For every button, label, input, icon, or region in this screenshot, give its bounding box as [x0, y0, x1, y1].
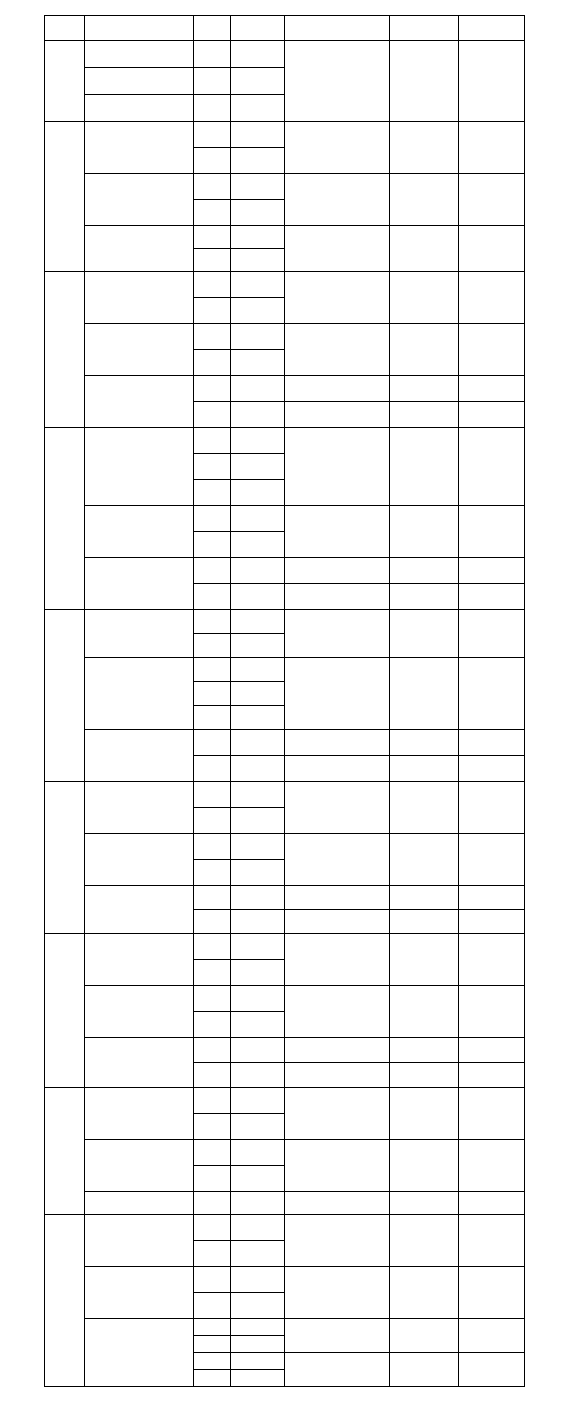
date-cell — [193, 1062, 230, 1087]
weekday-cell — [230, 173, 284, 199]
date-cell — [193, 147, 230, 173]
class-name — [84, 271, 193, 323]
weekday-cell — [230, 323, 284, 349]
weekday-cell — [230, 1292, 284, 1318]
date-cell — [193, 199, 230, 225]
week-label — [44, 1214, 84, 1386]
date-cell — [193, 1292, 230, 1318]
course-cell — [284, 1214, 389, 1266]
class-name — [84, 933, 193, 985]
weekday-cell — [230, 67, 284, 94]
date-cell — [193, 557, 230, 583]
teacher-cell — [389, 1139, 458, 1191]
teacher-cell — [389, 933, 458, 985]
weekday-cell — [230, 453, 284, 479]
class-name — [84, 557, 193, 609]
date-cell — [193, 933, 230, 959]
class-name — [84, 1037, 193, 1087]
weekday-cell — [230, 885, 284, 909]
teacher-cell — [389, 609, 458, 657]
class-name — [84, 1318, 193, 1386]
weekday-cell — [230, 729, 284, 755]
date-cell — [193, 807, 230, 833]
date-cell — [193, 323, 230, 349]
course-cell — [284, 583, 389, 609]
course-cell — [284, 505, 389, 557]
grid-line — [284, 15, 285, 1387]
weekday-cell — [230, 633, 284, 657]
teacher-cell — [389, 583, 458, 609]
course-cell — [284, 375, 389, 401]
week-label — [44, 121, 84, 271]
class-name — [84, 323, 193, 375]
weekday-cell — [230, 1369, 284, 1386]
header-teacher — [389, 15, 458, 40]
course-cell — [284, 1087, 389, 1139]
course-cell — [284, 1139, 389, 1191]
course-cell — [284, 121, 389, 173]
date-cell — [193, 705, 230, 729]
class-name — [84, 67, 193, 94]
date-cell — [193, 505, 230, 531]
class-name — [84, 427, 193, 505]
teacher-cell — [389, 121, 458, 173]
course-cell — [284, 1062, 389, 1087]
week-label — [44, 781, 84, 933]
weekday-cell — [230, 1318, 284, 1335]
teacher-cell — [389, 885, 458, 909]
date-cell — [193, 401, 230, 427]
weekday-cell — [230, 40, 284, 67]
date-cell — [193, 583, 230, 609]
weekday-cell — [230, 147, 284, 173]
class-name — [84, 1191, 193, 1214]
date-cell — [193, 885, 230, 909]
weekday-cell — [230, 807, 284, 833]
class-name — [84, 173, 193, 225]
weekday-cell — [230, 933, 284, 959]
weekday-cell — [230, 833, 284, 859]
weekday-cell — [230, 427, 284, 453]
header-weekday — [230, 15, 284, 40]
class-name — [84, 121, 193, 173]
date-cell — [193, 40, 230, 67]
date-cell — [193, 1011, 230, 1037]
date-cell — [193, 1335, 230, 1352]
weekday-cell — [230, 1139, 284, 1165]
course-cell — [284, 609, 389, 657]
course-cell — [284, 271, 389, 323]
weekday-cell — [230, 909, 284, 933]
weekday-cell — [230, 1335, 284, 1352]
date-cell — [193, 453, 230, 479]
weekday-cell — [230, 1011, 284, 1037]
teacher-cell — [389, 323, 458, 375]
course-cell — [284, 225, 389, 271]
weekday-cell — [230, 199, 284, 225]
date-cell — [193, 1266, 230, 1292]
header-remark — [458, 15, 524, 40]
date-cell — [193, 985, 230, 1011]
teacher-cell — [389, 909, 458, 933]
date-cell — [193, 225, 230, 248]
header-course — [284, 15, 389, 40]
weekday-cell — [230, 531, 284, 557]
date-cell — [193, 479, 230, 505]
course-cell — [284, 833, 389, 885]
teacher-cell — [389, 401, 458, 427]
date-cell — [193, 248, 230, 271]
weekday-cell — [230, 859, 284, 885]
teacher-cell — [389, 781, 458, 833]
course-cell — [284, 1318, 389, 1352]
date-cell — [193, 1214, 230, 1240]
grid-line — [193, 15, 194, 1387]
grid-line — [230, 15, 231, 1387]
teacher-cell — [389, 557, 458, 583]
weekday-cell — [230, 985, 284, 1011]
weekday-cell — [230, 1191, 284, 1214]
weekday-cell — [230, 375, 284, 401]
course-cell — [284, 933, 389, 985]
weekday-cell — [230, 681, 284, 705]
teacher-cell — [389, 1214, 458, 1266]
header-date — [193, 15, 230, 40]
teacher-cell — [389, 1318, 458, 1352]
date-cell — [193, 1087, 230, 1113]
teacher-cell — [389, 1191, 458, 1214]
teacher-cell — [389, 375, 458, 401]
course-cell — [284, 1037, 389, 1062]
class-name — [84, 985, 193, 1037]
course-cell — [284, 173, 389, 225]
date-cell — [193, 609, 230, 633]
weekday-cell — [230, 1352, 284, 1369]
date-cell — [193, 1352, 230, 1369]
course-cell — [284, 657, 389, 729]
date-cell — [193, 531, 230, 557]
weekday-cell — [230, 271, 284, 297]
header-class — [84, 15, 193, 40]
date-cell — [193, 1139, 230, 1165]
date-cell — [193, 173, 230, 199]
date-cell — [193, 1240, 230, 1266]
date-cell — [193, 833, 230, 859]
course-cell — [284, 1191, 389, 1214]
weekday-cell — [230, 657, 284, 681]
week-label — [44, 40, 84, 121]
week-label — [44, 609, 84, 781]
course-cell — [284, 323, 389, 375]
weekday-cell — [230, 557, 284, 583]
date-cell — [193, 1191, 230, 1214]
course-cell — [284, 885, 389, 909]
teacher-cell — [389, 1352, 458, 1386]
date-cell — [193, 427, 230, 453]
class-name — [84, 40, 193, 67]
grid-line — [524, 15, 525, 1387]
date-cell — [193, 67, 230, 94]
teacher-cell — [389, 833, 458, 885]
date-cell — [193, 375, 230, 401]
weekday-cell — [230, 705, 284, 729]
weekday-cell — [230, 959, 284, 985]
date-cell — [193, 1369, 230, 1386]
date-cell — [193, 729, 230, 755]
teacher-cell — [389, 225, 458, 271]
course-cell — [284, 755, 389, 781]
course-cell — [284, 40, 389, 121]
weekday-cell — [230, 225, 284, 248]
class-name — [84, 505, 193, 557]
course-cell — [284, 427, 389, 505]
grid-line — [44, 15, 45, 1387]
course-cell — [284, 985, 389, 1037]
teacher-cell — [389, 1266, 458, 1318]
teacher-cell — [389, 1062, 458, 1087]
weekday-cell — [230, 1062, 284, 1087]
class-name — [84, 1087, 193, 1139]
date-cell — [193, 1165, 230, 1191]
schedule-table — [44, 15, 524, 1376]
class-name — [84, 885, 193, 933]
teacher-cell — [389, 1087, 458, 1139]
date-cell — [193, 681, 230, 705]
week-label — [44, 933, 84, 1087]
date-cell — [193, 909, 230, 933]
course-cell — [284, 1266, 389, 1318]
weekday-cell — [230, 1165, 284, 1191]
weekday-cell — [230, 121, 284, 147]
weekday-cell — [230, 583, 284, 609]
date-cell — [193, 1318, 230, 1335]
class-name — [84, 1266, 193, 1318]
teacher-cell — [389, 657, 458, 729]
class-name — [84, 657, 193, 729]
week-label — [44, 1087, 84, 1214]
date-cell — [193, 271, 230, 297]
teacher-cell — [389, 729, 458, 755]
weekday-cell — [230, 1087, 284, 1113]
grid-line — [458, 15, 459, 1387]
weekday-cell — [230, 505, 284, 531]
date-cell — [193, 781, 230, 807]
date-cell — [193, 121, 230, 147]
weekday-cell — [230, 248, 284, 271]
weekday-cell — [230, 1113, 284, 1139]
class-name — [84, 833, 193, 885]
teacher-cell — [389, 1037, 458, 1062]
week-label — [44, 427, 84, 609]
weekday-cell — [230, 401, 284, 427]
date-cell — [193, 859, 230, 885]
date-cell — [193, 94, 230, 121]
date-cell — [193, 1037, 230, 1062]
class-name — [84, 609, 193, 657]
weekday-cell — [230, 1266, 284, 1292]
weekday-cell — [230, 94, 284, 121]
teacher-cell — [389, 40, 458, 121]
weekday-cell — [230, 1240, 284, 1266]
date-cell — [193, 755, 230, 781]
class-name — [84, 225, 193, 271]
class-name — [84, 94, 193, 121]
course-cell — [284, 729, 389, 755]
date-cell — [193, 297, 230, 323]
weekday-cell — [230, 1214, 284, 1240]
weekday-cell — [230, 609, 284, 633]
course-cell — [284, 401, 389, 427]
course-cell — [284, 1352, 389, 1386]
teacher-cell — [389, 985, 458, 1037]
grid-line — [389, 15, 390, 1387]
class-name — [84, 1139, 193, 1191]
course-cell — [284, 557, 389, 583]
teacher-cell — [389, 755, 458, 781]
week-label — [44, 271, 84, 427]
date-cell — [193, 349, 230, 375]
date-cell — [193, 633, 230, 657]
weekday-cell — [230, 781, 284, 807]
weekday-cell — [230, 755, 284, 781]
class-name — [84, 729, 193, 781]
teacher-cell — [389, 173, 458, 225]
course-cell — [284, 909, 389, 933]
weekday-cell — [230, 1037, 284, 1062]
class-name — [84, 375, 193, 427]
weekday-cell — [230, 297, 284, 323]
course-cell — [284, 781, 389, 833]
class-name — [84, 1214, 193, 1266]
weekday-cell — [230, 479, 284, 505]
grid-line — [84, 15, 85, 1387]
weekday-cell — [230, 349, 284, 375]
class-name — [84, 781, 193, 833]
teacher-cell — [389, 271, 458, 323]
date-cell — [193, 1113, 230, 1139]
date-cell — [193, 657, 230, 681]
teacher-cell — [389, 427, 458, 505]
teacher-cell — [389, 505, 458, 557]
header-week — [44, 15, 84, 40]
date-cell — [193, 959, 230, 985]
